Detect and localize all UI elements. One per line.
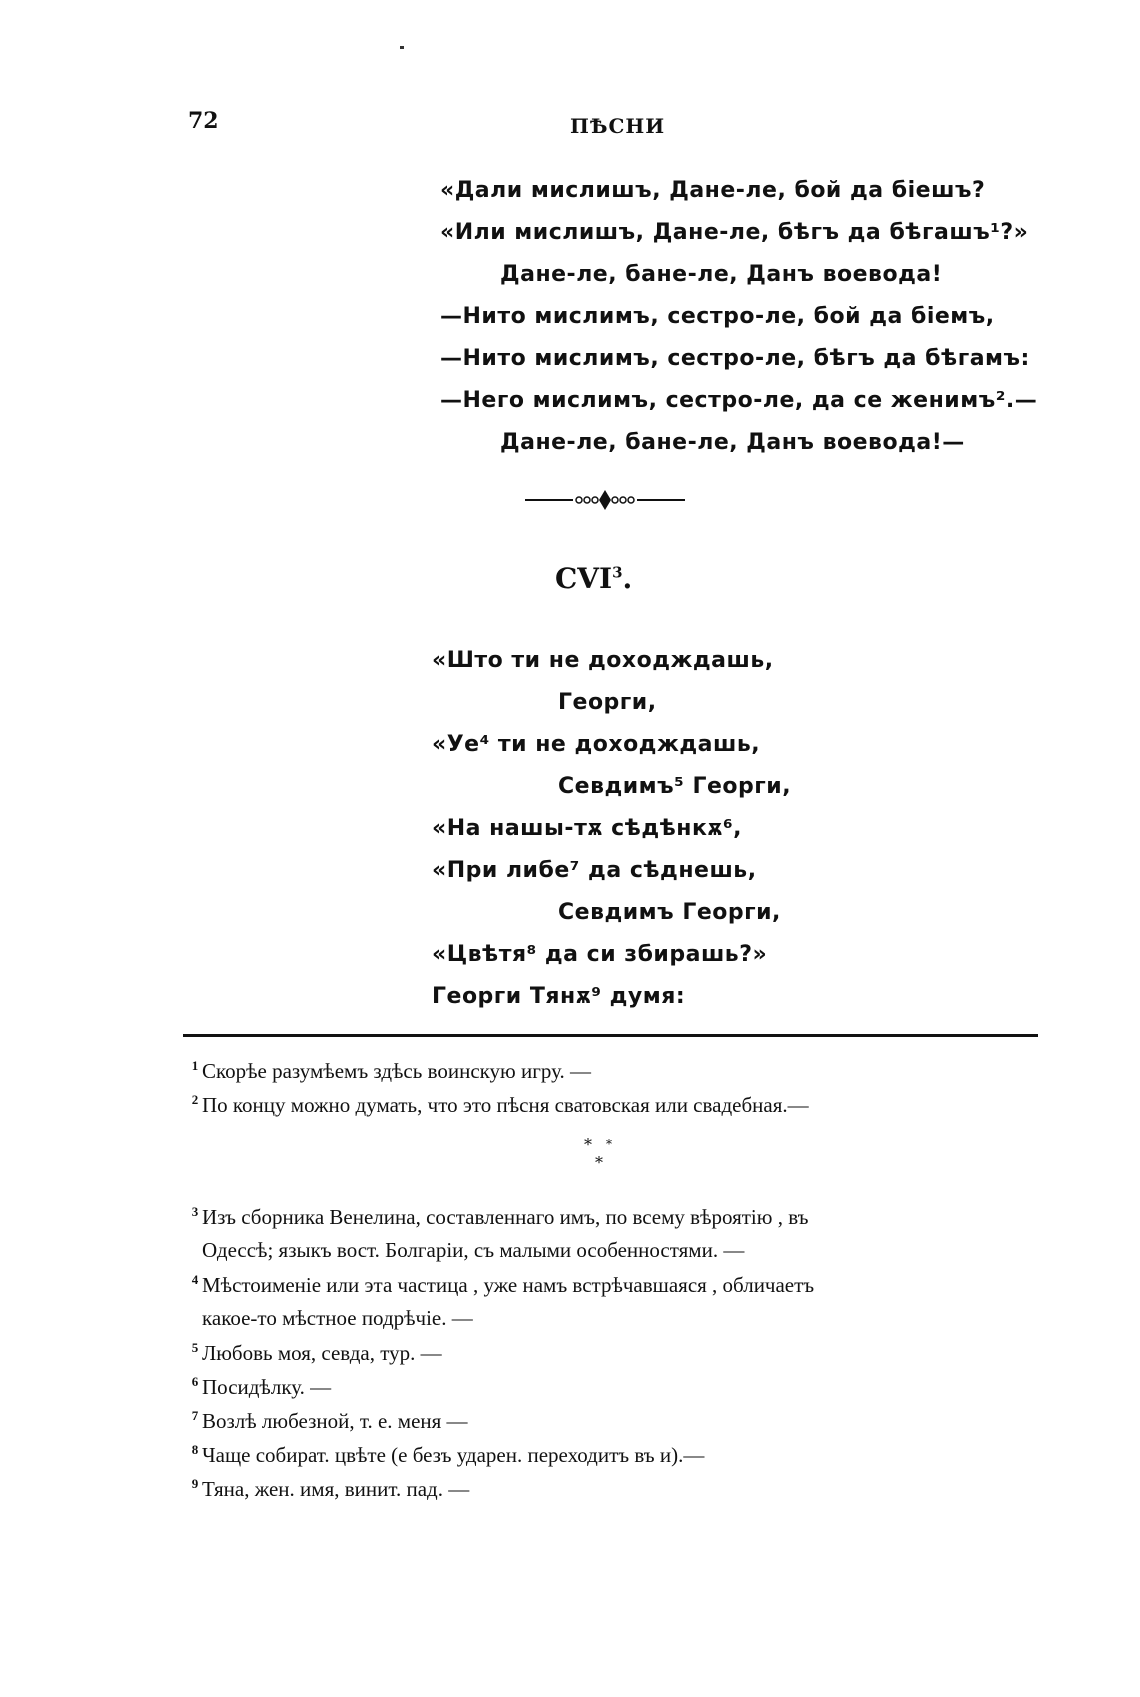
verse-line: «Или мислишъ, Дане-ле, бѣгъ да бѣгашъ¹?» (440, 220, 1029, 245)
footnote (188, 1238, 744, 1263)
footnote-mark: 9 (191, 1476, 199, 1491)
footnote (188, 1476, 469, 1502)
footnote (188, 1272, 814, 1298)
footnote-mark: 2 (191, 1092, 199, 1107)
verse-line: —Него мислимъ, сестро-ле, да се женимъ².— (440, 388, 1038, 413)
song-line: Севдимъ⁵ Георги, (558, 774, 792, 799)
song-line: Георги, (558, 690, 657, 715)
footnote-text: По концу можно думать, что это пѣсня сватовская или свадебная.— (202, 1093, 809, 1117)
footnote-text: Изъ сборника Венелина, составленнаго имъ, по всему вѣроятію , въ (202, 1205, 809, 1229)
footnote-text: Любовь моя, севда, тур. — (202, 1341, 442, 1365)
footnote (188, 1442, 704, 1468)
footnote-mark: 3 (191, 1204, 199, 1219)
stray-mark (400, 46, 404, 49)
footnote-mark: 6 (191, 1374, 199, 1389)
footnote (188, 1306, 473, 1331)
footnote (188, 1092, 809, 1118)
footnote-text: Скорѣе разумѣемъ здѣсь воинскую игру. — (202, 1059, 591, 1083)
footnote-mark: 4 (191, 1272, 199, 1287)
footnote-text: какое-то мѣстное подрѣчіе. — (202, 1306, 473, 1330)
footnote-text: Чаще собират. цвѣте (е безъ ударен. переходитъ въ и).— (202, 1443, 705, 1467)
verse-line: Дане-ле, бане-ле, Данъ воевода! (500, 262, 943, 287)
song-line: Севдимъ Георги, (558, 900, 781, 925)
footnote-text: Одессѣ; языкъ вост. Болгаріи, съ малыми особенностями. — (202, 1238, 745, 1262)
footnote (188, 1340, 442, 1366)
ornament-divider-icon (525, 488, 685, 512)
song-line: Георги Тянѫ⁹ думя: (432, 984, 686, 1009)
footnote (188, 1058, 591, 1084)
footnote (188, 1408, 468, 1434)
song-number-note: 3 (612, 563, 623, 582)
footnote-mark: 8 (191, 1442, 199, 1457)
song-line: «При либе⁷ да сѣднешь, (432, 858, 757, 883)
song-line: «На нашы-тѫ сѣдѣнкѫ⁶, (432, 816, 743, 841)
footnote (188, 1204, 808, 1230)
footnote-text: Тяна, жен. имя, винит. пад. — (202, 1477, 470, 1501)
footnote (188, 1374, 331, 1400)
svg-text:*: * (606, 1137, 612, 1151)
song-number-text: CVI (555, 562, 613, 595)
footnote-rule (183, 1034, 1038, 1037)
verse-line: —Нито мислимъ, сестро-ле, бѣгъ да бѣгамъ: (440, 346, 1030, 371)
song-line: «Уе⁴ ти не доходждашь, (432, 732, 761, 757)
verse-line: Дане-ле, бане-ле, Данъ воевода!— (500, 430, 965, 455)
footnote-mark: 5 (191, 1340, 199, 1355)
song-line: «Што ти не доходждашь, (432, 648, 774, 673)
song-line: «Цвѣтя⁸ да си збирашь?» (432, 942, 768, 967)
running-title: ПѢСНИ (570, 114, 666, 138)
svg-text:*: * (584, 1136, 592, 1154)
footnote-text: Мѣстоименіе или эта частица , уже намъ встрѣчавшаяся , обличаетъ (202, 1273, 815, 1297)
page-number: 72 (188, 108, 219, 134)
footnote-text: Возлѣ любезной, т. е. меня — (202, 1409, 468, 1433)
song-number: CVI$^3$. (555, 562, 633, 595)
verse-line: —Нито мислимъ, сестро-ле, бой да біемъ, (440, 304, 995, 329)
footnote-text: Посидѣлку. — (202, 1375, 332, 1399)
verse-line: «Дали мислишъ, Дане-ле, бой да біешъ? (440, 178, 986, 203)
footnote-mark: 1 (191, 1058, 199, 1073)
svg-text:*: * (595, 1153, 603, 1172)
footnote-mark: 7 (191, 1408, 199, 1423)
asterism-icon (582, 1136, 622, 1172)
